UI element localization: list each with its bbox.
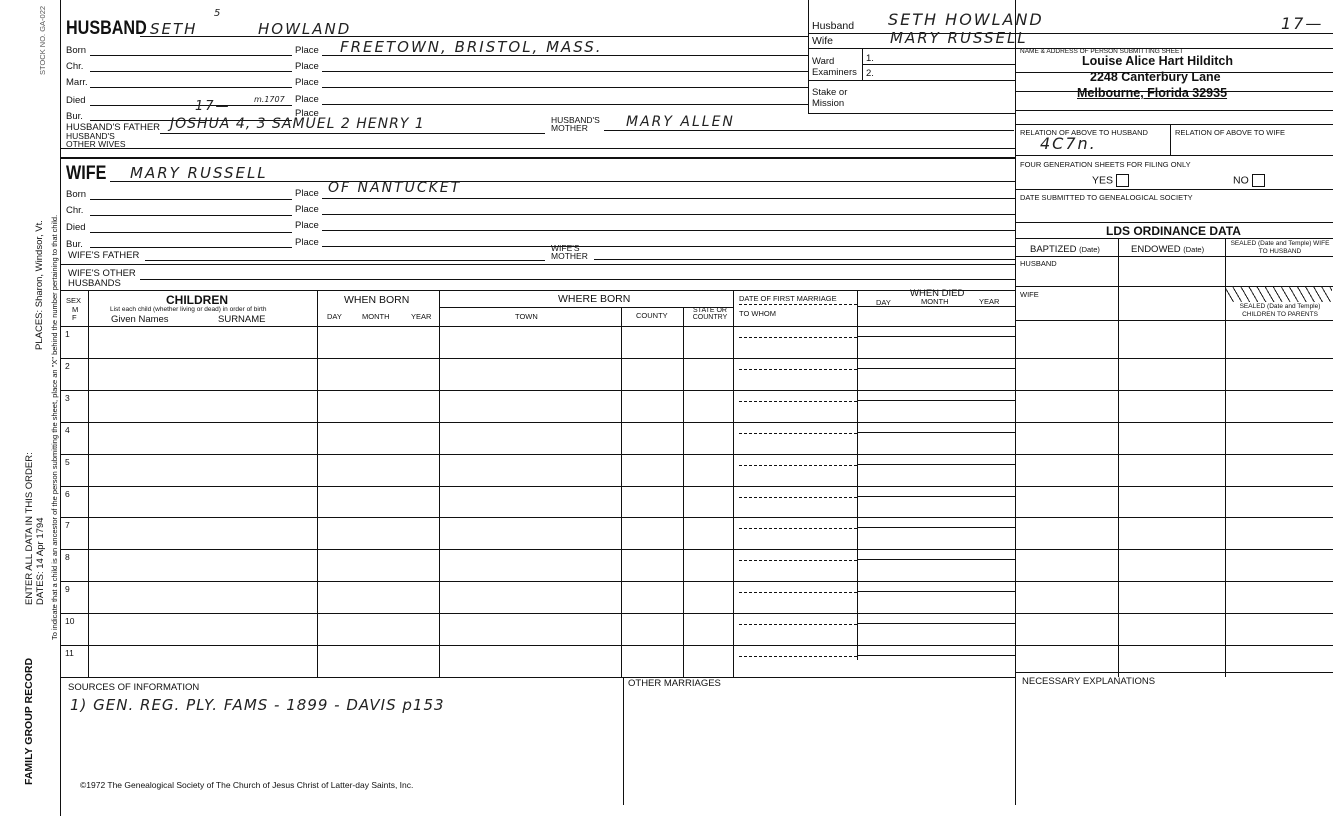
lds-row-rule xyxy=(1015,422,1333,423)
child-row-rule xyxy=(60,486,1015,487)
first-marriage-header: DATE OF FIRST MARRIAGE xyxy=(739,294,837,303)
when-died-line xyxy=(857,591,1015,592)
given-names-header: Given Names xyxy=(111,314,169,325)
wife-died-place-label: Place xyxy=(295,220,319,231)
necessary-explanations-label: NECESSARY EXPLANATIONS xyxy=(1022,676,1156,687)
sources-value: 1) GEN. REG. PLY. FAMS - 1899 - DAVIS p153 xyxy=(70,696,445,714)
husband-father-line xyxy=(160,133,545,134)
child-row-rule xyxy=(60,358,1015,359)
ward-2: 2. xyxy=(866,68,874,79)
child-row-number: 1 xyxy=(65,329,70,339)
record-title: FAMILY GROUP RECORD xyxy=(23,657,35,785)
children-title: CHILDREN xyxy=(166,293,228,307)
wife-chr-label: Chr. xyxy=(66,205,84,216)
date-submitted-label: DATE SUBMITTED TO GENEALOGICAL SOCIETY xyxy=(1020,193,1193,202)
when-died-line xyxy=(857,400,1015,401)
when-died-header: WHEN DIED xyxy=(910,288,965,299)
first-marriage-dash xyxy=(739,624,857,625)
when-died-line xyxy=(857,655,1015,656)
children-col-county xyxy=(683,307,684,677)
husband-died-label: Died xyxy=(66,95,86,106)
husband-chr-place-line xyxy=(322,71,808,72)
sealed-wife-header: SEALED (Date and Temple) WIFE TO HUSBAND xyxy=(1230,240,1330,255)
husband-died-place-label: Place xyxy=(295,94,319,105)
husband-section-bottom-rule xyxy=(60,148,1015,149)
husband-bur-note: m.1707 xyxy=(254,95,285,104)
when-died-line xyxy=(857,368,1015,369)
husband-chr-place-label: Place xyxy=(295,61,319,72)
first-marriage-dash xyxy=(739,401,857,402)
husband-mother-line xyxy=(604,130,1014,131)
baptized-note: (Date) xyxy=(1079,245,1100,254)
wife-died-place-line xyxy=(322,230,1015,231)
lds-row-rule xyxy=(1015,645,1333,646)
child-row-rule xyxy=(60,645,1015,646)
four-gen-yes[interactable] xyxy=(1092,174,1129,187)
when-died-day: DAY xyxy=(876,298,891,307)
top-husband-line xyxy=(808,33,1333,34)
lds-bottom-rule xyxy=(1015,672,1333,673)
child-row-number: 4 xyxy=(65,424,70,435)
lds-row-rule xyxy=(1015,390,1333,391)
husband-marr-place-line xyxy=(322,87,808,88)
wife-born-line xyxy=(90,199,292,200)
first-marriage-dash xyxy=(739,337,857,338)
husband-mother-label: HUSBAND'S MOTHER xyxy=(551,115,600,133)
when-died-subrule xyxy=(857,306,1015,307)
lds-row-rule xyxy=(1015,613,1333,614)
wife-name: MARY RUSSELL xyxy=(130,164,268,182)
husband-born-place-line xyxy=(322,55,808,56)
sources-label: SOURCES OF INFORMATION xyxy=(68,682,200,693)
children-bottom-rule xyxy=(60,677,1015,678)
lds-row-rule xyxy=(1015,454,1333,455)
first-marriage-dash xyxy=(739,497,857,498)
child-row-number: 9 xyxy=(65,584,70,595)
other-marriages-label: OTHER MARRIAGES xyxy=(628,678,721,689)
lds-top-rule xyxy=(1015,222,1333,223)
relation-divider xyxy=(1170,124,1171,155)
husband-chr-label: Chr. xyxy=(66,61,84,72)
child-row-number: 2 xyxy=(65,360,70,371)
wife-bur-label: Bur. xyxy=(66,239,83,250)
when-died-year: YEAR xyxy=(979,297,1000,306)
when-born-year: YEAR xyxy=(411,312,432,321)
child-row-number: 5 xyxy=(65,456,70,467)
child-row-rule xyxy=(60,454,1015,455)
four-gen-no[interactable] xyxy=(1233,174,1265,187)
lds-husband-row: HUSBAND xyxy=(1020,259,1057,268)
left-margin-rule xyxy=(60,0,61,816)
wife-father-line xyxy=(145,260,545,261)
when-died-month: MONTH xyxy=(921,297,949,306)
lds-row-rule xyxy=(1015,517,1333,518)
first-marriage-dash xyxy=(739,528,857,529)
wife-other-top-rule xyxy=(60,264,1015,265)
four-gen-bottom-rule xyxy=(1015,189,1333,190)
first-marriage-dash xyxy=(739,465,857,466)
husband-surname: HOWLAND xyxy=(258,20,352,38)
wife-bur-place-label: Place xyxy=(295,237,319,248)
husband-bur-value: 17— xyxy=(195,99,231,114)
wife-section-top-rule xyxy=(60,157,1015,159)
child-row-number: 10 xyxy=(65,616,75,627)
husband-father-label: HUSBAND'S FATHER xyxy=(66,122,161,133)
county-header: COUNTY xyxy=(636,311,668,320)
child-row-number: 3 xyxy=(65,392,70,403)
no-label: NO xyxy=(1233,174,1249,187)
when-born-header: WHEN BORN xyxy=(344,294,410,306)
relation-husband-value: 4C7n. xyxy=(1040,134,1097,153)
relation-bottom-rule xyxy=(1015,155,1333,156)
submitter-city: Melbourne, Florida 32935 xyxy=(1077,86,1228,100)
wife-other-husbands-label: WIFE'S OTHER HUSBANDS xyxy=(68,268,136,289)
husband-bur-label: Bur. xyxy=(66,111,83,122)
submitter-street: 2248 Canterbury Lane xyxy=(1090,70,1221,84)
submitter-label: NAME & ADDRESS OF PERSON SUBMITTING SHEET xyxy=(1020,48,1184,55)
husband-father-value: JOSHUA 4, 3 SAMUEL 2 HENRY 1 xyxy=(170,116,425,132)
endowed-header xyxy=(1131,244,1204,255)
lds-children-header-rule xyxy=(1015,320,1333,321)
enter-all-instruction: ENTER ALL DATA IN THIS ORDER: xyxy=(24,452,35,605)
town-header: TOWN xyxy=(515,312,538,321)
submitter-line-3 xyxy=(1015,110,1333,111)
stock-number: STOCK NO. GA-022 xyxy=(38,5,47,75)
stake-bottom-line xyxy=(808,113,1015,114)
lds-row-rule xyxy=(1015,486,1333,487)
children-col-sex xyxy=(88,290,89,677)
wife-chr-line xyxy=(90,215,292,216)
children-header-bottom-rule xyxy=(60,326,1015,327)
when-born-month: MONTH xyxy=(362,312,390,321)
wife-chr-place-label: Place xyxy=(295,204,319,215)
husband-other-wives-label: HUSBAND'S OTHER WIVES xyxy=(66,131,126,149)
top-wife-label: Wife xyxy=(812,35,833,47)
yes-checkbox[interactable] xyxy=(1116,174,1129,187)
when-died-line xyxy=(857,623,1015,624)
wife-mother-label: WIFE'S MOTHER xyxy=(551,243,588,261)
hatched-cell xyxy=(1226,287,1332,302)
children-note: List each child (whether living or dead) in order of birth xyxy=(110,306,267,313)
wife-bur-line xyxy=(90,247,292,248)
child-row-number: 11 xyxy=(65,648,74,658)
first-marriage-dash xyxy=(739,592,857,593)
when-born-day: DAY xyxy=(327,312,342,321)
top-wife-value: MARY RUSSELL xyxy=(890,29,1028,47)
husband-heading: HUSBAND xyxy=(66,18,147,39)
husband-born-place: FREETOWN, BRISTOL, MASS. xyxy=(340,38,603,56)
husband-given-name: SETH xyxy=(150,20,198,38)
first-marriage-dash xyxy=(739,656,857,657)
lds-col-2 xyxy=(1225,238,1226,677)
wife-mother-line xyxy=(594,259,1015,260)
husband-marr-label: Marr. xyxy=(66,77,88,88)
right-panel-divider xyxy=(1015,0,1016,805)
children-col-born xyxy=(439,290,440,677)
first-marriage-dash xyxy=(739,369,857,370)
lds-row-rule xyxy=(1015,358,1333,359)
husband-born-place-label: Place xyxy=(295,45,319,56)
husband-born-line xyxy=(90,55,292,56)
husband-born-label: Born xyxy=(66,45,87,56)
relation-wife-label: RELATION OF ABOVE TO WIFE xyxy=(1175,128,1286,137)
wife-father-label: WIFE'S FATHER xyxy=(68,250,140,261)
four-gen-label: FOUR GENERATION SHEETS FOR FILING ONLY xyxy=(1020,160,1191,169)
ward-examiners-label: Ward Examiners xyxy=(812,56,857,78)
surname-header: SURNAME xyxy=(218,314,266,325)
ward-1-line xyxy=(862,64,1015,65)
wife-died-line xyxy=(90,232,292,233)
header-box-left xyxy=(808,0,809,113)
ward-bottom-line xyxy=(808,80,1015,81)
husband-bur-place-label: Place xyxy=(295,108,319,119)
submitter-name: Louise Alice Hart Hilditch xyxy=(1082,54,1233,68)
husband-generation-number: 5 xyxy=(214,8,223,19)
first-marriage-dash xyxy=(739,560,857,561)
baptized-label: BAPTIZED xyxy=(1030,244,1077,255)
top-husband-label: Husband xyxy=(812,20,855,32)
husband-chr-line xyxy=(90,71,292,72)
children-col-names xyxy=(317,290,318,677)
child-row-rule xyxy=(60,613,1015,614)
sex-label: SEX xyxy=(66,296,82,305)
stake-label: Stake or Mission xyxy=(812,87,848,109)
child-row-rule xyxy=(60,581,1015,582)
husband-name-line xyxy=(140,36,808,37)
wife-bur-place-line xyxy=(322,246,1015,247)
husband-mother-value: MARY ALLEN xyxy=(626,114,735,130)
lds-header-rule xyxy=(1015,256,1333,257)
endowed-note: (Date) xyxy=(1183,245,1205,254)
wife-name-line xyxy=(110,181,1015,182)
wife-heading: WIFE xyxy=(66,163,107,184)
ward-1: 1. xyxy=(866,53,874,64)
when-died-line xyxy=(857,432,1015,433)
lds-title: LDS ORDINANCE DATA xyxy=(1106,224,1241,238)
first-marriage-dash xyxy=(739,304,857,305)
husband-marr-place-label: Place xyxy=(295,77,319,88)
when-died-line xyxy=(857,496,1015,497)
children-col-town xyxy=(621,307,622,677)
wife-chr-place-line xyxy=(322,214,1015,215)
lds-title-rule xyxy=(1015,238,1333,239)
child-row-number: 6 xyxy=(65,488,70,499)
when-died-line xyxy=(857,336,1015,337)
lds-row-rule xyxy=(1015,581,1333,582)
baptized-header xyxy=(1030,244,1100,255)
lds-wife-row: WIFE xyxy=(1020,290,1039,299)
wife-born-place-label: Place xyxy=(295,188,319,199)
state-header: STATE OR COUNTRY xyxy=(692,307,728,321)
yes-label: YES xyxy=(1092,174,1114,187)
child-row-rule xyxy=(60,517,1015,518)
relation-top-rule xyxy=(1015,124,1333,125)
wife-other-husbands-line xyxy=(140,279,1015,280)
lds-col-1 xyxy=(1118,238,1119,677)
wife-born-place: OF NANTUCKET xyxy=(328,180,462,196)
husband-died-line xyxy=(90,105,292,106)
to-whom-header: TO WHOM xyxy=(739,309,776,318)
footer-divider xyxy=(623,677,624,805)
when-died-line xyxy=(857,559,1015,560)
wife-born-label: Born xyxy=(66,189,87,200)
husband-died-place-line xyxy=(322,104,808,105)
lds-row-rule xyxy=(1015,549,1333,550)
sealed-children-header: SEALED (Date and Temple) CHILDREN TO PARENTS xyxy=(1239,303,1321,318)
top-husband-value: SETH HOWLAND xyxy=(888,10,1044,29)
copyright: ©1972 The Genealogical Society of The Church of Jesus Christ of Latter-day Saints, Inc. xyxy=(80,780,414,790)
dates-instruction: DATES: 14 Apr 1794 xyxy=(35,517,46,605)
child-row-rule xyxy=(60,390,1015,391)
child-row-rule xyxy=(60,422,1015,423)
wife-died-label: Died xyxy=(66,222,86,233)
when-died-line xyxy=(857,464,1015,465)
child-row-number: 7 xyxy=(65,520,70,531)
endowed-label: ENDOWED xyxy=(1131,244,1181,255)
children-col-state xyxy=(733,290,734,677)
sex-m-label: M xyxy=(72,305,79,314)
relation-husband-label: RELATION OF ABOVE TO HUSBAND xyxy=(1020,128,1148,137)
child-row-number: 8 xyxy=(65,552,70,563)
first-marriage-dash xyxy=(739,433,857,434)
children-top-rule xyxy=(60,290,1015,291)
places-instruction: PLACES: Sharon, Windsor, Vt. xyxy=(34,220,45,350)
when-died-line xyxy=(857,527,1015,528)
husband-marr-line xyxy=(90,87,292,88)
child-row-rule xyxy=(60,549,1015,550)
corner-note: 17— xyxy=(1281,14,1324,33)
no-checkbox[interactable] xyxy=(1252,174,1265,187)
where-born-header: WHERE BORN xyxy=(558,293,631,305)
sex-f-label: F xyxy=(72,313,77,322)
child-indicator-instruction: To indicate that a child is an ancestor of the person submitting the sheet, place an "X" behind the number pertaining to that child. xyxy=(50,214,59,640)
wife-born-place-line xyxy=(322,198,1015,199)
children-col-marriage xyxy=(857,290,858,660)
